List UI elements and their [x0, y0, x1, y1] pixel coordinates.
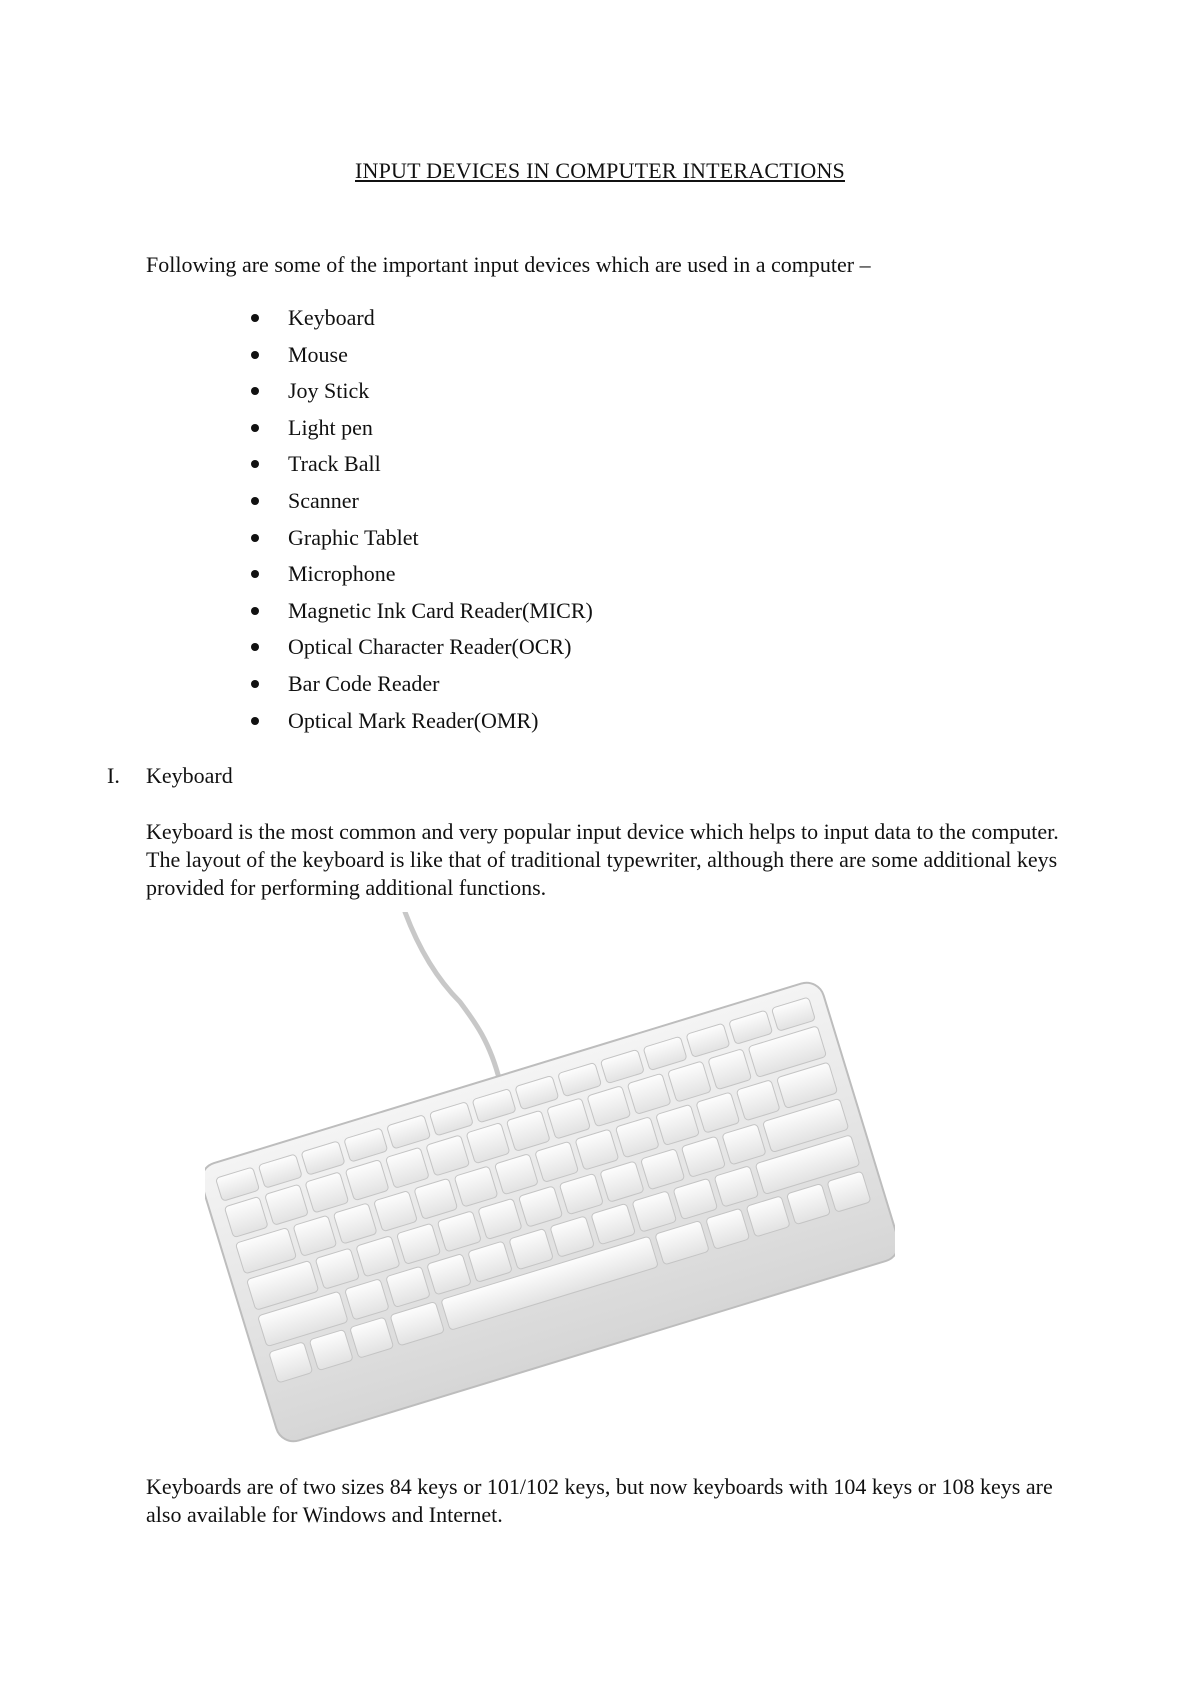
bullet-icon: [251, 424, 259, 432]
device-list: [246, 300, 593, 739]
bullet-icon: [251, 643, 259, 651]
list-item: Track Ball: [246, 446, 593, 483]
bullet-icon: [251, 351, 259, 359]
bullet-icon: [251, 460, 259, 468]
list-item: Graphic Tablet: [246, 520, 593, 557]
keyboard-description: Keyboard is the most common and very popular input device which helps to input data to the computer. The layout of the keyboard is like that of traditional typewriter, although there are some additional keys provided for performing additional functions.: [146, 819, 1059, 900]
bullet-icon: [251, 314, 259, 322]
bullet-icon: [251, 607, 259, 615]
section-number: I.: [107, 763, 120, 788]
keyboard-body: [205, 978, 895, 1445]
bullet-icon: [251, 680, 259, 688]
list-item: Scanner: [246, 483, 593, 520]
list-item: Joy Stick: [246, 373, 593, 410]
list-item: Keyboard: [246, 300, 593, 337]
list-item: Optical Mark Reader(OMR): [246, 703, 593, 740]
keyboard-cable: [405, 912, 500, 1082]
list-item: Bar Code Reader: [246, 666, 593, 703]
list-item: Magnetic Ink Card Reader(MICR): [246, 593, 593, 630]
keyboard-sizes-text: Keyboards are of two sizes 84 keys or 101/102 keys, but now keyboards with 104 keys or 108 keys are also available for Windows and Internet.: [146, 1474, 1053, 1527]
list-item: Optical Character Reader(OCR): [246, 629, 593, 666]
section-heading: Keyboard: [146, 763, 233, 788]
bullet-icon: [251, 497, 259, 505]
list-item: Mouse: [246, 337, 593, 374]
bullet-icon: [251, 534, 259, 542]
list-item: Microphone: [246, 556, 593, 593]
bullet-icon: [251, 387, 259, 395]
keyboard-image: [205, 912, 895, 1452]
bullet-icon: [251, 570, 259, 578]
list-item: Light pen: [246, 410, 593, 447]
bullet-icon: [251, 717, 259, 725]
page-title: INPUT DEVICES IN COMPUTER INTERACTIONS: [355, 158, 845, 183]
intro-text: Following are some of the important input devices which are used in a computer –: [146, 252, 871, 277]
